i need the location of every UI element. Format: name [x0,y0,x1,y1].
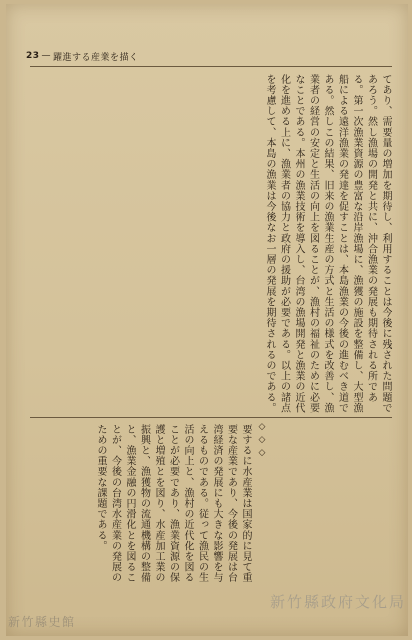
article-lower-text: 要するに水産業は国家的に見て重要な産業であり、今後の発展は台湾経済の発展にも大きな影響を与えるものである。従って漁民の生活の向上と、漁村の近代化を図ることが必要であり、漁業資源の保護と増殖とを図り、水産加工業の振興と、漁獲物の流通機構の整備と、漁業金融の円滑化とを図ることが、今後の台湾水産業の発展のための重要な課題である。 [95,424,251,583]
article-upper-section [30,74,392,414]
document-page [6,4,408,636]
bullet-3: ◇ [257,447,267,458]
ornament-bullets [256,422,268,458]
article-lower-section [30,424,252,592]
page-header-title: 躍進する産業を描く [53,52,139,63]
header-divider [30,66,392,67]
bullet-2: ◇ [257,434,267,445]
archive-stamp-left: 新竹縣史館 [8,615,76,629]
bullet-1: ◇ [257,422,267,432]
page-header [26,48,396,64]
page-number: 23 [26,51,40,61]
header-dash: — [41,51,52,61]
section-divider [30,417,392,418]
article-upper-text: てあり、需要量の増加を期待し、利用することは今後に残された問題であろう。然し漁場の開発と共に、沖合漁業の発展も期待される所である。第一次漁業資源の豊富な沿岸漁場に、漁獲の施設を整備し、大型漁船による遠洋漁業の発達を促すことは、本島漁業の今後の進むべき道である。然しこの結果、旧来の漁業生産の方式と生活の様式を改善し、漁業者の経営の安定と生活の向上を図ることが、漁村の福祉のために必要なことである。本州の漁業技術を導入し、台湾の漁場開発と漁業の近代化を進める上に、漁業者の協力と政府の援助が必要である。以上の諸点を考慮して、本島の漁業は今後なお一層の発展を期待されるのである。 [264,74,391,414]
archive-stamp-right: 新竹縣政府文化局 [269,593,406,611]
